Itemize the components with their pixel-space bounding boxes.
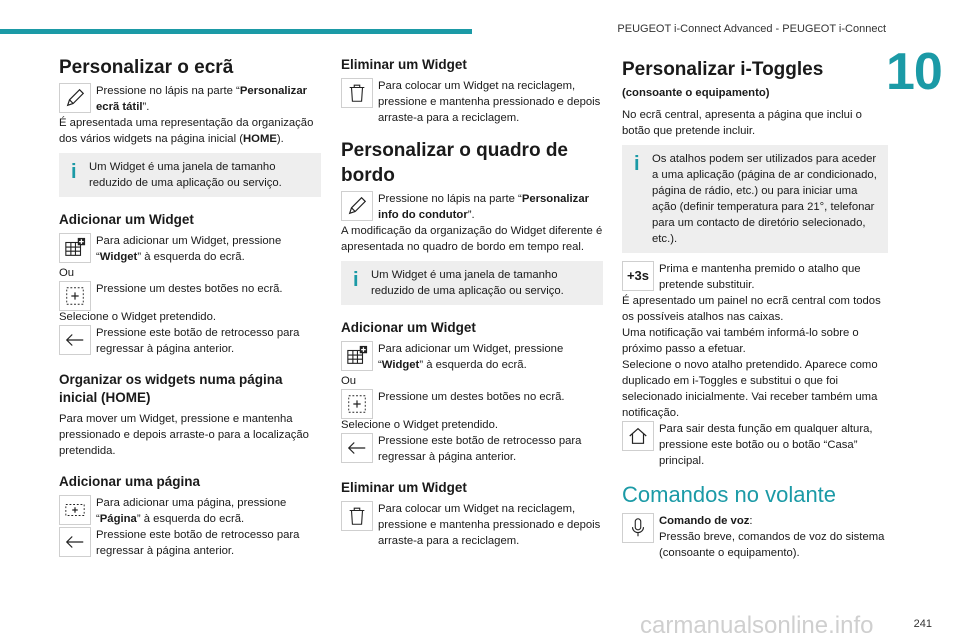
subsection-title: Adicionar um Widget [341,320,476,335]
instruction-row [341,191,603,223]
section-title: Comandos no volante [622,482,837,507]
instruction-row [622,261,888,293]
subsection-title: Adicionar uma página [59,474,201,489]
info-icon: i [634,153,640,175]
instruction-text: Prima e mantenha premido o atalho que pretende substituir. [659,263,861,291]
pencil-icon [341,191,373,221]
instruction-row [59,495,321,527]
instruction-text: Pressione este botão de retrocesso para regressar à página anterior. [96,327,300,355]
info-icon: i [353,269,359,291]
paragraph: Ou [59,267,75,279]
subsection-title: Eliminar um Widget [341,57,467,72]
instruction-text: Para adicionar um Widget, pressione “Widget” à esquerda do ecrã. [378,343,564,371]
instruction-row [622,421,888,469]
paragraph: A modificação da organização do Widget diferente é apresentada no quadro de bordo em tempo real. [341,225,603,253]
instruction-row [341,389,603,419]
subsection-title: Adicionar um Widget [59,212,194,227]
instruction-text: Pressione no lápis na parte “Personalizar ecrã tátil”. [96,85,307,113]
page-number: 241 [913,618,932,630]
subsection-title: Organizar os widgets numa página inicial (HOME) [59,372,283,405]
column-3 [622,56,888,561]
trash-icon [341,501,373,531]
instruction-row [341,433,603,465]
subtitle: (consoante o equipamento) [622,87,770,99]
instruction-row [59,527,321,559]
add-box-icon [341,389,373,419]
instruction-row [341,341,603,373]
paragraph: É apresentado um painel no ecrã central com todos os possíveis atalhos nas caixas. [622,295,881,323]
chapter-number: 10 [886,43,942,101]
instruction-row [59,281,321,311]
instruction-row [59,233,321,265]
widget-grid-icon [59,233,91,263]
instruction-row [59,325,321,357]
info-icon: i [71,161,77,183]
info-note: i Os atalhos podem ser utilizados para aceder a uma aplicação (página de ar condicionado, página de rádio, etc.) ou para iniciar uma ação (definir temperatura para 21°, telefonar para um contacto de diretório selecionado, etc.). [622,145,888,253]
info-note: i Um Widget é uma janela de tamanho reduzido de uma aplicação ou serviço. [341,261,603,305]
instruction-text: Para adicionar uma página, pressione “Página” à esquerda do ecrã. [96,497,287,525]
back-arrow-icon [59,527,91,557]
back-arrow-icon [59,325,91,355]
paragraph: Uma notificação vai também informá-lo sobre o próximo passo a efetuar. [622,327,859,355]
instruction-row [622,513,888,561]
paragraph: Ou [341,375,357,387]
instruction-row [341,78,603,126]
instruction-row [59,83,321,115]
instruction-text: Pressione no lápis na parte “Personalizar info do condutor”. [378,193,589,221]
section-title: Personalizar o ecrã [59,57,234,78]
trash-icon [341,78,373,108]
instruction-text: Pressione um destes botões no ecrã. [378,391,565,403]
column-1 [59,56,321,559]
paragraph: Selecione o Widget pretendido. [59,311,217,323]
header-accent-bar [0,29,472,34]
plus-3s-icon: +3s [622,261,654,291]
paragraph: No ecrã central, apresenta a página que inclui o botão que pretende incluir. [622,109,862,137]
subsection-title: Eliminar um Widget [341,480,467,495]
home-icon [622,421,654,451]
paragraph: Selecione o Widget pretendido. [341,419,499,431]
instruction-text: Para adicionar um Widget, pressione “Widget” à esquerda do ecrã. [96,235,282,263]
instruction-text: Para colocar um Widget na reciclagem, pressione e mantenha pressionado e depois arraste-a para a reciclagem. [378,80,601,124]
running-header: PEUGEOT i-Connect Advanced - PEUGEOT i-Connect [617,23,886,35]
instruction-text: Para sair desta função em qualquer altura, pressione este botão ou o botão “Casa” principal. [659,423,873,467]
info-note: i Um Widget é uma janela de tamanho reduzido de uma aplicação ou serviço. [59,153,321,197]
add-page-icon [59,495,91,525]
pencil-icon [59,83,91,113]
instruction-text: Para colocar um Widget na reciclagem, pressione e mantenha pressionado e depois arraste-a para a reciclagem. [378,503,601,547]
section-title: Personalizar o quadro de bordo [341,140,568,186]
add-box-icon [59,281,91,311]
column-2 [341,56,603,549]
instruction-row [341,501,603,549]
section-title: Personalizar i-Toggles [622,59,824,80]
instruction-text: Pressione este botão de retrocesso para regressar à página anterior. [378,435,582,463]
microphone-icon [622,513,654,543]
watermark: carmanualsonline.info [640,612,874,639]
paragraph: Para mover um Widget, pressione e mantenha pressionado e depois arraste-o para a localização pretendida. [59,413,309,457]
instruction-text: Pressione um destes botões no ecrã. [96,283,283,295]
instruction-text: Comando de voz: Pressão breve, comandos de voz do sistema (consoante o equipamento). [659,515,885,559]
paragraph: Selecione o novo atalho pretendido. Aparece como duplicado em i-Toggles e substitui o que foi selecionado inicialmente. Vai receber também uma notificação. [622,359,878,419]
instruction-text: Pressione este botão de retrocesso para regressar à página anterior. [96,529,300,557]
widget-grid-icon [341,341,373,371]
back-arrow-icon [341,433,373,463]
paragraph: É apresentada uma representação da organização dos vários widgets na página inicial (HOME). [59,117,314,145]
